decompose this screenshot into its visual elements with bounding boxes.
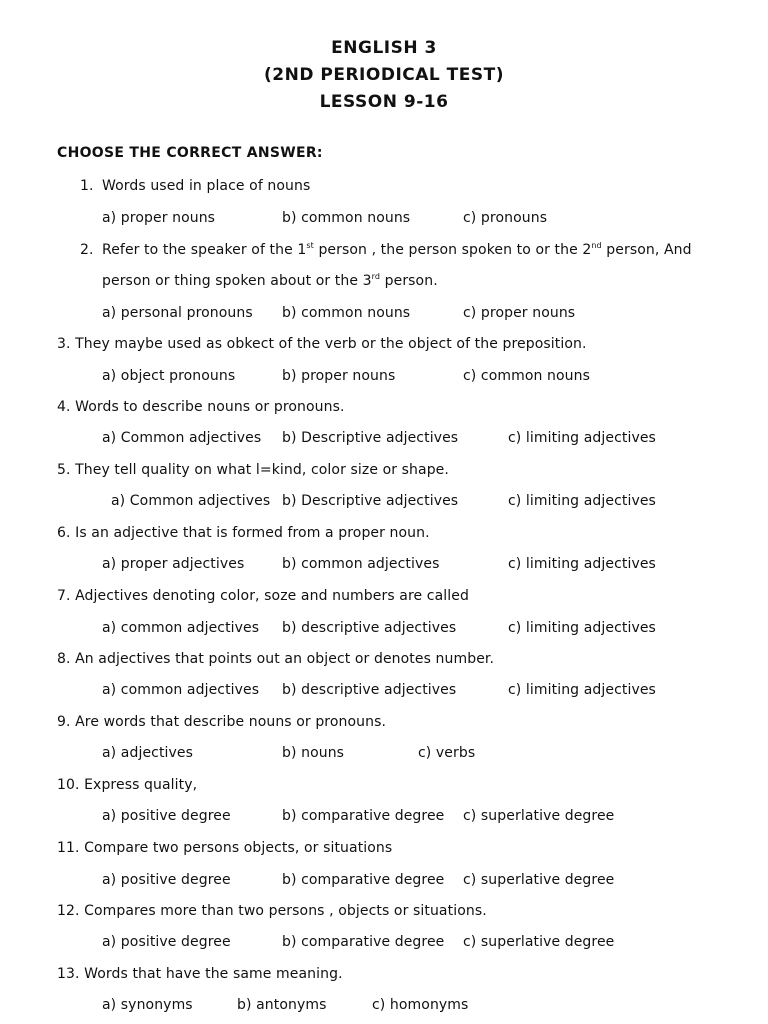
question-text: 11. Compare two persons objects, or situations (57, 840, 393, 856)
option-c: c) limiting adjectives (508, 493, 656, 509)
title-lesson: LESSON 9-16 (319, 92, 449, 112)
option-b: b) comparative degree (282, 808, 445, 824)
option-b: b) common nouns (282, 210, 411, 226)
question-text: 9. Are words that describe nouns or pronouns. (57, 714, 387, 730)
option-c: c) limiting adjectives (508, 430, 656, 446)
question-text: Words used in place of nouns (102, 178, 311, 194)
option-a: a) common adjectives (102, 620, 260, 636)
option-c: c) limiting adjectives (508, 556, 656, 572)
question-text: 3. They maybe used as obkect of the verb or the object of the preposition. (57, 336, 587, 352)
question-text: 4. Words to describe nouns or pronouns. (57, 399, 345, 415)
instructions: CHOOSE THE CORRECT ANSWER: (57, 145, 323, 161)
option-c: c) limiting adjectives (508, 682, 656, 698)
option-a: a) adjectives (102, 745, 194, 761)
question-text-continued: person or thing spoken about or the 3rd person. (102, 272, 438, 289)
option-a: a) personal pronouns (102, 305, 253, 321)
question-text: 8. An adjectives that points out an object or denotes number. (57, 651, 495, 667)
title-test: (2ND PERIODICAL TEST) (264, 65, 504, 85)
option-a: a) positive degree (102, 808, 231, 824)
option-a: a) positive degree (102, 934, 231, 950)
option-c: c) common nouns (463, 368, 591, 384)
option-c: c) verbs (418, 745, 476, 761)
option-b: b) common nouns (282, 305, 411, 321)
option-b: b) proper nouns (282, 368, 396, 384)
option-c: c) pronouns (463, 210, 548, 226)
option-a: a) positive degree (102, 872, 231, 888)
option-c: c) limiting adjectives (508, 620, 656, 636)
option-c: c) homonyms (372, 997, 469, 1013)
option-b: b) antonyms (237, 997, 327, 1013)
option-c: c) proper nouns (463, 305, 576, 321)
option-c: c) superlative degree (463, 872, 615, 888)
option-a: a) proper nouns (102, 210, 216, 226)
option-a: a) object pronouns (102, 368, 236, 384)
question-text: 5. They tell quality on what l=kind, color size or shape. (57, 462, 449, 478)
question-number: 2. (80, 242, 94, 258)
option-a: a) Common adjectives (102, 430, 262, 446)
question-text: 6. Is an adjective that is formed from a proper noun. (57, 525, 430, 541)
option-b: b) common adjectives (282, 556, 440, 572)
option-b: b) Descriptive adjectives (282, 430, 459, 446)
question-text: Refer to the speaker of the 1st person , the person spoken to or the 2nd person, And (102, 241, 692, 258)
option-b: b) descriptive adjectives (282, 620, 457, 636)
option-b: b) descriptive adjectives (282, 682, 457, 698)
option-a: a) proper adjectives (102, 556, 245, 572)
option-a: a) synonyms (102, 997, 193, 1013)
option-a: a) common adjectives (102, 682, 260, 698)
option-b: b) comparative degree (282, 872, 445, 888)
option-c: c) superlative degree (463, 934, 615, 950)
question-text: 12. Compares more than two persons , objects or situations. (57, 903, 487, 919)
option-b: b) nouns (282, 745, 345, 761)
option-b: b) comparative degree (282, 934, 445, 950)
question-text: 10. Express quality, (57, 777, 198, 793)
question-number: 1. (80, 178, 94, 194)
option-a: a) Common adjectives (111, 493, 271, 509)
question-text: 13. Words that have the same meaning. (57, 966, 343, 982)
question-text: 7. Adjectives denoting color, soze and numbers are called (57, 588, 469, 604)
title-subject: ENGLISH 3 (331, 38, 437, 58)
option-c: c) superlative degree (463, 808, 615, 824)
option-b: b) Descriptive adjectives (282, 493, 459, 509)
